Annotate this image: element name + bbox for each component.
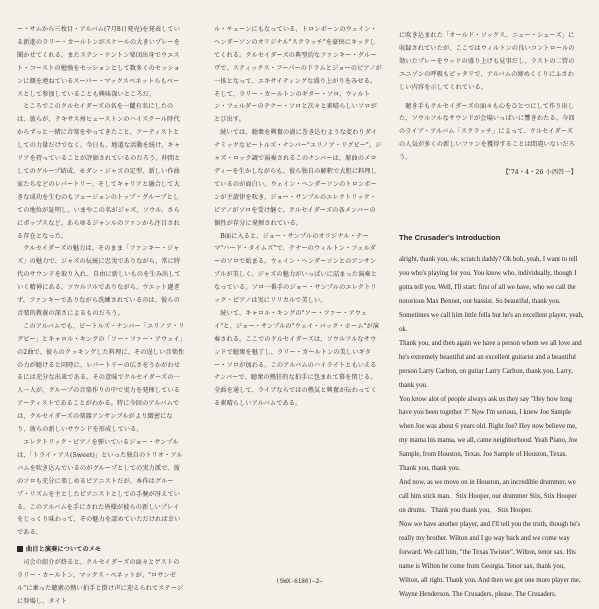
transcript-paragraph: alright, thank you, ok, scratch daddy? Ok hoh, yeah, I want to tell you who's playing for you. You know who, individually, though I gotta tell you. Well, I'll start: first of all we have, who we call the notorious Max Bennet, our bassist. So beautiful, thank you. Sometimes we call him little fella but he's an excellent player, yeah, ok. xyxy=(399,256,586,333)
introduction-transcript xyxy=(399,253,584,602)
paragraph: クルセイダーズの魅力は、そのまま「ファンキー・ジャズ」の魅力で、ジャズの伝統に忠実でありながら、常に時代のサウンドを取り入れ、自由に新しいものを生み出していく精神にある。ソウルフルでありながら、ウエット過ぎず、ファンキーでありながら洗練されているのは、彼らの音楽的教養の深さによるものだろう。 xyxy=(17,245,181,317)
paragraph: B面に入ると、ジョー・サンプルのオリジナル・テーマ"ハード・タイムズ"で、テナーのウィルトン・フェルダーのソロで始まる。ウェイン・ヘンダーソンとのアンサンブルが美しく、ジャズの魅力がいっぱいに詰まった演奏となっている。ソロ一番手のジョー・サンプルのエレクトリック・ピアノは実にリリカルで美しい。 xyxy=(214,232,377,305)
paragraph: このアルバムでも、ビートルズ・ナンバー「エリノア・リグビー」とキャロル・キングの「ソー・ファー・アウェイ」の2曲で、彼らのクッキングした料理に、その逞しい音楽性の力が聴けると同時に、レパートリーの広さをうかがわせるには充分な出来である。その意味でクルセイダーズの一人一人が、グループの音楽作りの中で実力を発揮しているアーティストであることがわかる。特に今回のアルバムでは、クルセイダーズの楽器アンサンブルがより緻密になり、彼らの新しいサウンドを形成している。 xyxy=(17,322,185,434)
transcript-paragraph: Now we have another player, and I'll tell you the truth, though he's really my brother. Wilton and I go way back and we come way forward. We call him, "the Texas Twister", Wilton, tenor sax. His name is Wilton he come from Georgia. Tenor sax, thank you, Wilton, all right. Thank you. And then we got one more player me, Wayne Henderson. The Crusaders, please. The Crusaders. xyxy=(399,521,583,598)
liner-notes-column-1 xyxy=(17,24,185,609)
paragraph: ー・サムから三枚目・アルバム(7月8日発売)を発表している新進のラリー・カールトンがスケールの大きいプレーを聞かせてくれる。またステン・ケントン楽団出身でウエスト・コーストの勉強をセッションとして数多くのセッションに顔を連ねているスーパー・マックスベネットらもベースとして参加していることも興味深いところだ。 xyxy=(17,26,181,98)
paragraph: に吹き込まれた「オールド・ソックス、ニュー・シューズ」に収録されていたが、ここではウィルトンの良いコントロールの効いたプレーをウッドの盛り上げも見事だし、ラストの二管のユニゾンの呼吸もピッタリで、アルバムの締めくくりにふさわしい内容を示してくれている。 xyxy=(399,32,575,91)
transcript-paragraph: Thank you, and then again we have a person whom we all love and he's extremely beautiful and an excellent guitarist and a beautiful person Larry Carlton, on guitar Larry Carlton, thank you, Larry, thank you. xyxy=(399,339,584,389)
author-date: 【'74・4・26 小西啓一】 xyxy=(502,169,577,177)
transcript-paragraph: You know alot of people always ask us they say "Hey how long have you been together ?" Now I'm serious, I knew Joe Sample when Joe was about 6 years old. Right Joe? Hey now believe me, my mama his mama, we all, came neighborhood. Yeah Piano, Joe Sample, from Houston, Texas. Joe Sample of Houston, Texas. Thank you, thank you. xyxy=(399,395,580,473)
introduction-title: The Crusader's Introduction xyxy=(399,233,501,242)
paragraph: 続いて、キャロル・キングの"ソー・ファー・アウェイ"と、ジョー・サンプルの"ウェイ・バック・ホーム"が演奏される。ここでのクルセイダーズは、ソウルフルなサウンドで聴衆を魅了し、ラリー・カールトンの美しいギター・ソロが加わる。このアルバムのハイライトともいえるナンバーで、聴衆の熱狂的な拍手に包まれて幕を閉じる。全曲を通して、ライブならではの熱気と興奮が伝わってくる素晴らしいアルバムである。 xyxy=(214,309,380,408)
paragraph: ル・チューンにもなっている、トロンボーンのウェイン・ヘンダーソンのオリジナル"スクラッチ"を豪快にキックしてくれる。クルセイダーズの典型的なファンキー・グルーヴで、スティックス・フーパーのドラムとジョーのピアノが一体となって、エキサイティングな盛り上がりをみせる。そして、ラリー・カールトンのギター・ソロ、ウィルトン・フェルダーのテナー・ソロと次々と素晴らしいソロがとび出す。 xyxy=(214,26,382,124)
paragraph: エレクトリック・ピアノを弾いているジョー・サンプルは、「トライ・アス(Sweet)」といった独自のトリオ・アルバムを吹き込んでいるのがグループとしての実力派で、彼のソロも充分に楽しめるピアニストだが、本作はグループ・リズムを主としたピアニストとしての手腕が冴えている。このアルバムを手にされた皆様が彼らの新しいプレイをじっくり味わって、その魅力を認めていただければ幸いである。 xyxy=(17,439,183,537)
square-bullet-icon xyxy=(17,546,23,552)
paragraph: ところでこのクルセイダーズの名を一躍有名にしたのは、彼らが、テキサス州ヒューストンのハイスクール時代からずっと一緒に音楽をやってきたこと、アーティストとしての力量だけでなく、今日も、地道な活動を続け、キャリアを持っていることが評価されているのだろう。仲間としてのグループ結成、モダン・ジャズの定型、新しい作曲家たちなどのレパートリー、そしてキャリアと融合して大きな成功を生むのもフュージョンのトップ・グループとしての地位が証明し、いまやこの名がジャズ、ソウル、さらにポップスなど、あらゆるジャンルのファンから注目される存在となった。 xyxy=(17,103,181,240)
page-footer: (SWX-6180)—2— xyxy=(276,578,323,585)
liner-notes-column-2 xyxy=(214,24,382,411)
transcript-paragraph: And now, as we move on in Houston, an incredible drummer, we call him stick man. Stix Hooper, our drummer Stix, Stix Hooper on drums. Thank you thank you, Stix Hooper. xyxy=(399,479,579,515)
section-heading: 曲目と演奏についてのメモ xyxy=(17,544,185,557)
paragraph: 司会の紹介が終ると、クルセイダーズの面々とゲストのラリー・カールトン、マックス・ベネットが、"ロサンゼル"に乗った聴衆の熱い拍手と掛け声に迎えられてステージに登場し、タイト xyxy=(17,559,184,605)
paragraph: 続いては、聴衆を興奮の渦に巻き込むような変わりダイナミックなビートルズ・ナンバー"エリノア・リグビー"。ジャズ・ロック調で演奏されるこのナンバーは、原曲のメロディーを生かしながらも、彼ら独自の解釈で大胆に料理しているのが面白い。ウェイン・ヘンダーソンのトロンボーンが主旋律を吹き、ジョー・サンプルのエレクトリック・ピアノがソロを受け継ぐ。クルセイダーズの各メンバーの個性が存分に発揮されている。 xyxy=(214,129,382,227)
paragraph: 聴き手もクルセイダーズの面々も心をひとつにして作り出した、ソウルフルなサウンドが会場いっぱいに響きわたる。今回のライブ・アルバム「スクラッチ」によって、クルセイダーズの人気が多くの新しいファンを獲得することは間違いないだろう。 xyxy=(399,102,575,162)
liner-notes-column-3 xyxy=(399,30,577,180)
